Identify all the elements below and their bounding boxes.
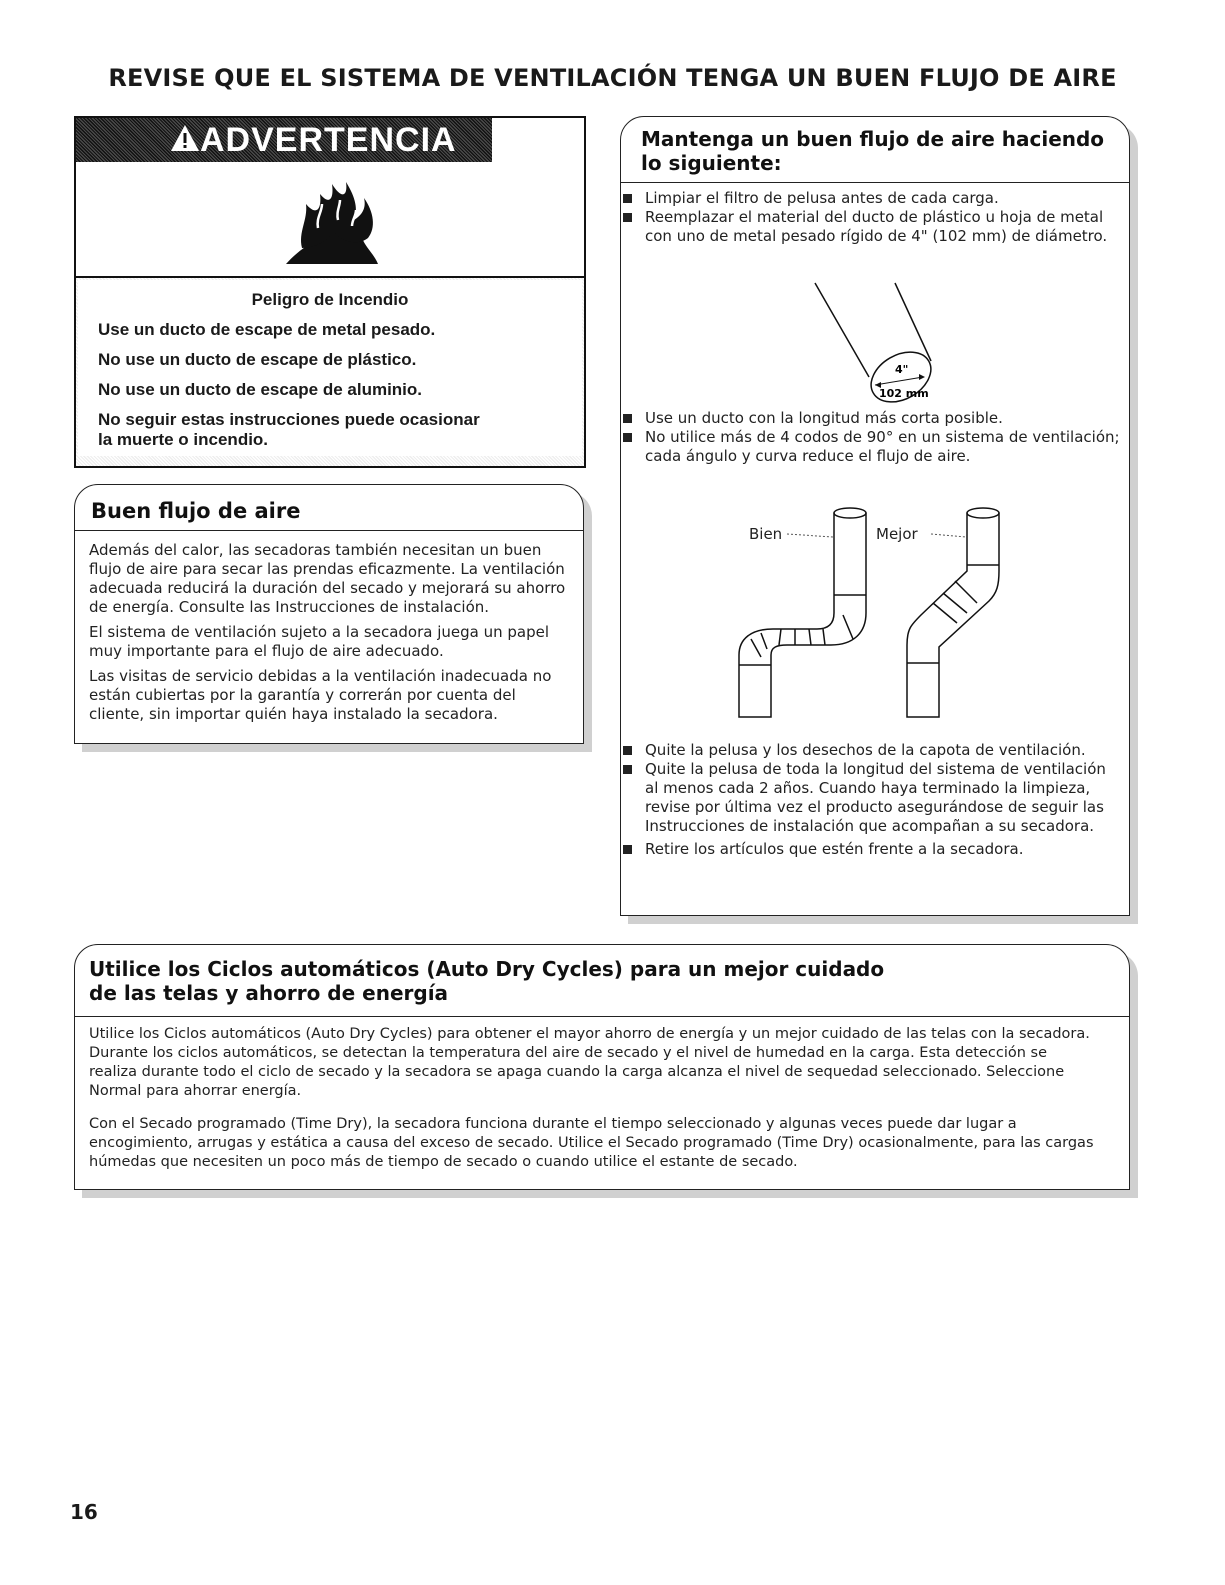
label-good: Bien	[749, 525, 783, 543]
airflow-paragraph: El sistema de ventilación sujeto a la secadora juega un papel muy importante para el flujo de aire adecuado.	[89, 623, 550, 660]
warning-line: No seguir estas instrucciones puede ocasionar	[98, 410, 480, 429]
list-item: Quite la pelusa de toda la longitud del sistema de ventilación al menos cada 2 años. Cuando haya terminado la limpieza, revise por última vez el producto asegurándose de seguir las Instrucciones de instalación que acompañan a su secadora.	[621, 760, 1121, 836]
auto-dry-text	[89, 1025, 1099, 1178]
list-item: Use un ducto con la longitud más corta posible.	[621, 409, 1121, 428]
warning-line: la muerte o incendio.	[98, 430, 269, 449]
airflow-paragraph: Además del calor, las secadoras también necesitan un buen flujo de aire para secar las prendas eficazmente. La ventilación adecuada reducirá la duración del secado y mejorará su ahorro de energía. Consulte las Instrucciones de instalación.	[89, 541, 566, 616]
warning-icon-area	[76, 162, 584, 278]
airflow-paragraph: Las visitas de servicio debidas a la ventilación inadecuada no están cubiertas por la garantía y correrán por cuenta del cliente, sin importar quién haya instalado la secadora.	[89, 667, 552, 723]
page-number: 16	[70, 1500, 98, 1524]
warning-line: Use un ducto de escape de metal pesado.	[98, 320, 436, 339]
list-item: Retire los artículos que estén frente a la secadora.	[621, 840, 1121, 859]
auto-dry-title	[75, 945, 1129, 1017]
list-item: No utilice más de 4 codos de 90° en un sistema de ventilación; cada ángulo y curva reduce el flujo de aire.	[621, 428, 1121, 466]
warning-line: No use un ducto de escape de plástico.	[98, 350, 417, 369]
warning-banner	[76, 118, 492, 162]
maintain-bullets-c	[621, 741, 1121, 859]
maintain-title	[621, 117, 1129, 183]
warning-banner-text: ADVERTENCIA	[200, 120, 457, 159]
auto-dry-title-line: de las telas y ahorro de energía	[89, 981, 449, 1005]
airflow-title: Buen flujo de aire	[75, 485, 583, 531]
warning-body	[76, 278, 584, 466]
fire-hazard-icon	[282, 176, 382, 266]
list-item: Quite la pelusa y los desechos de la capota de ventilación.	[621, 741, 1121, 760]
airflow-panel	[74, 484, 584, 744]
auto-dry-panel	[74, 944, 1130, 1190]
alert-triangle-icon	[170, 124, 200, 152]
list-item: Reemplazar el material del ducto de plástico u hoja de metal con uno de metal pesado rígido de 4" (102 mm) de diámetro.	[621, 208, 1121, 246]
elbow-diagram	[721, 505, 1021, 727]
label-better: Mejor	[876, 525, 918, 543]
better-elbow-illustration	[907, 508, 999, 717]
maintain-title-line: Mantenga un buen flujo de aire haciendo	[641, 127, 1105, 151]
maintain-bullets-b	[621, 409, 1121, 466]
auto-dry-paragraph: Utilice los Ciclos automáticos (Auto Dry Cycles) para obtener el mayor ahorro de energía y un mejor cuidado de las telas con la secadora. Durante los ciclos automáticos, se detectan la temperatura del aire de secado y el nivel de humedad en la carga. Esta detección se realiza durante todo el ciclo de secado y la secadora se apaga cuando la carga alcanza el nivel de sequedad seleccionado. Seleccione Normal para ahorrar energía.	[89, 1026, 1090, 1099]
warning-heading: Peligro de Incendio	[251, 290, 409, 309]
maintain-title-line: lo siguiente:	[641, 151, 782, 175]
auto-dry-paragraph: Con el Secado programado (Time Dry), la secadora funciona durante el tiempo seleccionado y algunas veces puede dar lugar a encogimiento, arrugas y estática a causa del exceso de secado. Utilice el Secado programado (Time Dry) ocasionalmente, para las cargas húmedas que necesiten un poco más de tiempo de secado o cuando utilice el estante de secado.	[89, 1116, 1094, 1170]
maintain-panel	[620, 116, 1130, 916]
auto-dry-title-line: Utilice los Ciclos automáticos (Auto Dry Cycles) para un mejor cuidado	[89, 957, 885, 981]
warning-line: No use un ducto de escape de aluminio.	[98, 380, 423, 399]
maintain-bullets-a	[621, 189, 1121, 246]
list-item: Limpiar el filtro de pelusa antes de cada carga.	[621, 189, 1121, 208]
airflow-text	[89, 541, 573, 730]
duct-diameter-diagram	[811, 281, 941, 407]
warning-box	[74, 116, 586, 468]
duct-label-inches: 4"	[895, 363, 909, 376]
page-title: REVISE QUE EL SISTEMA DE VENTILACIÓN TENGA UN BUEN FLUJO DE AIRE	[108, 64, 1117, 92]
duct-label-mm: 102 mm	[879, 387, 929, 400]
